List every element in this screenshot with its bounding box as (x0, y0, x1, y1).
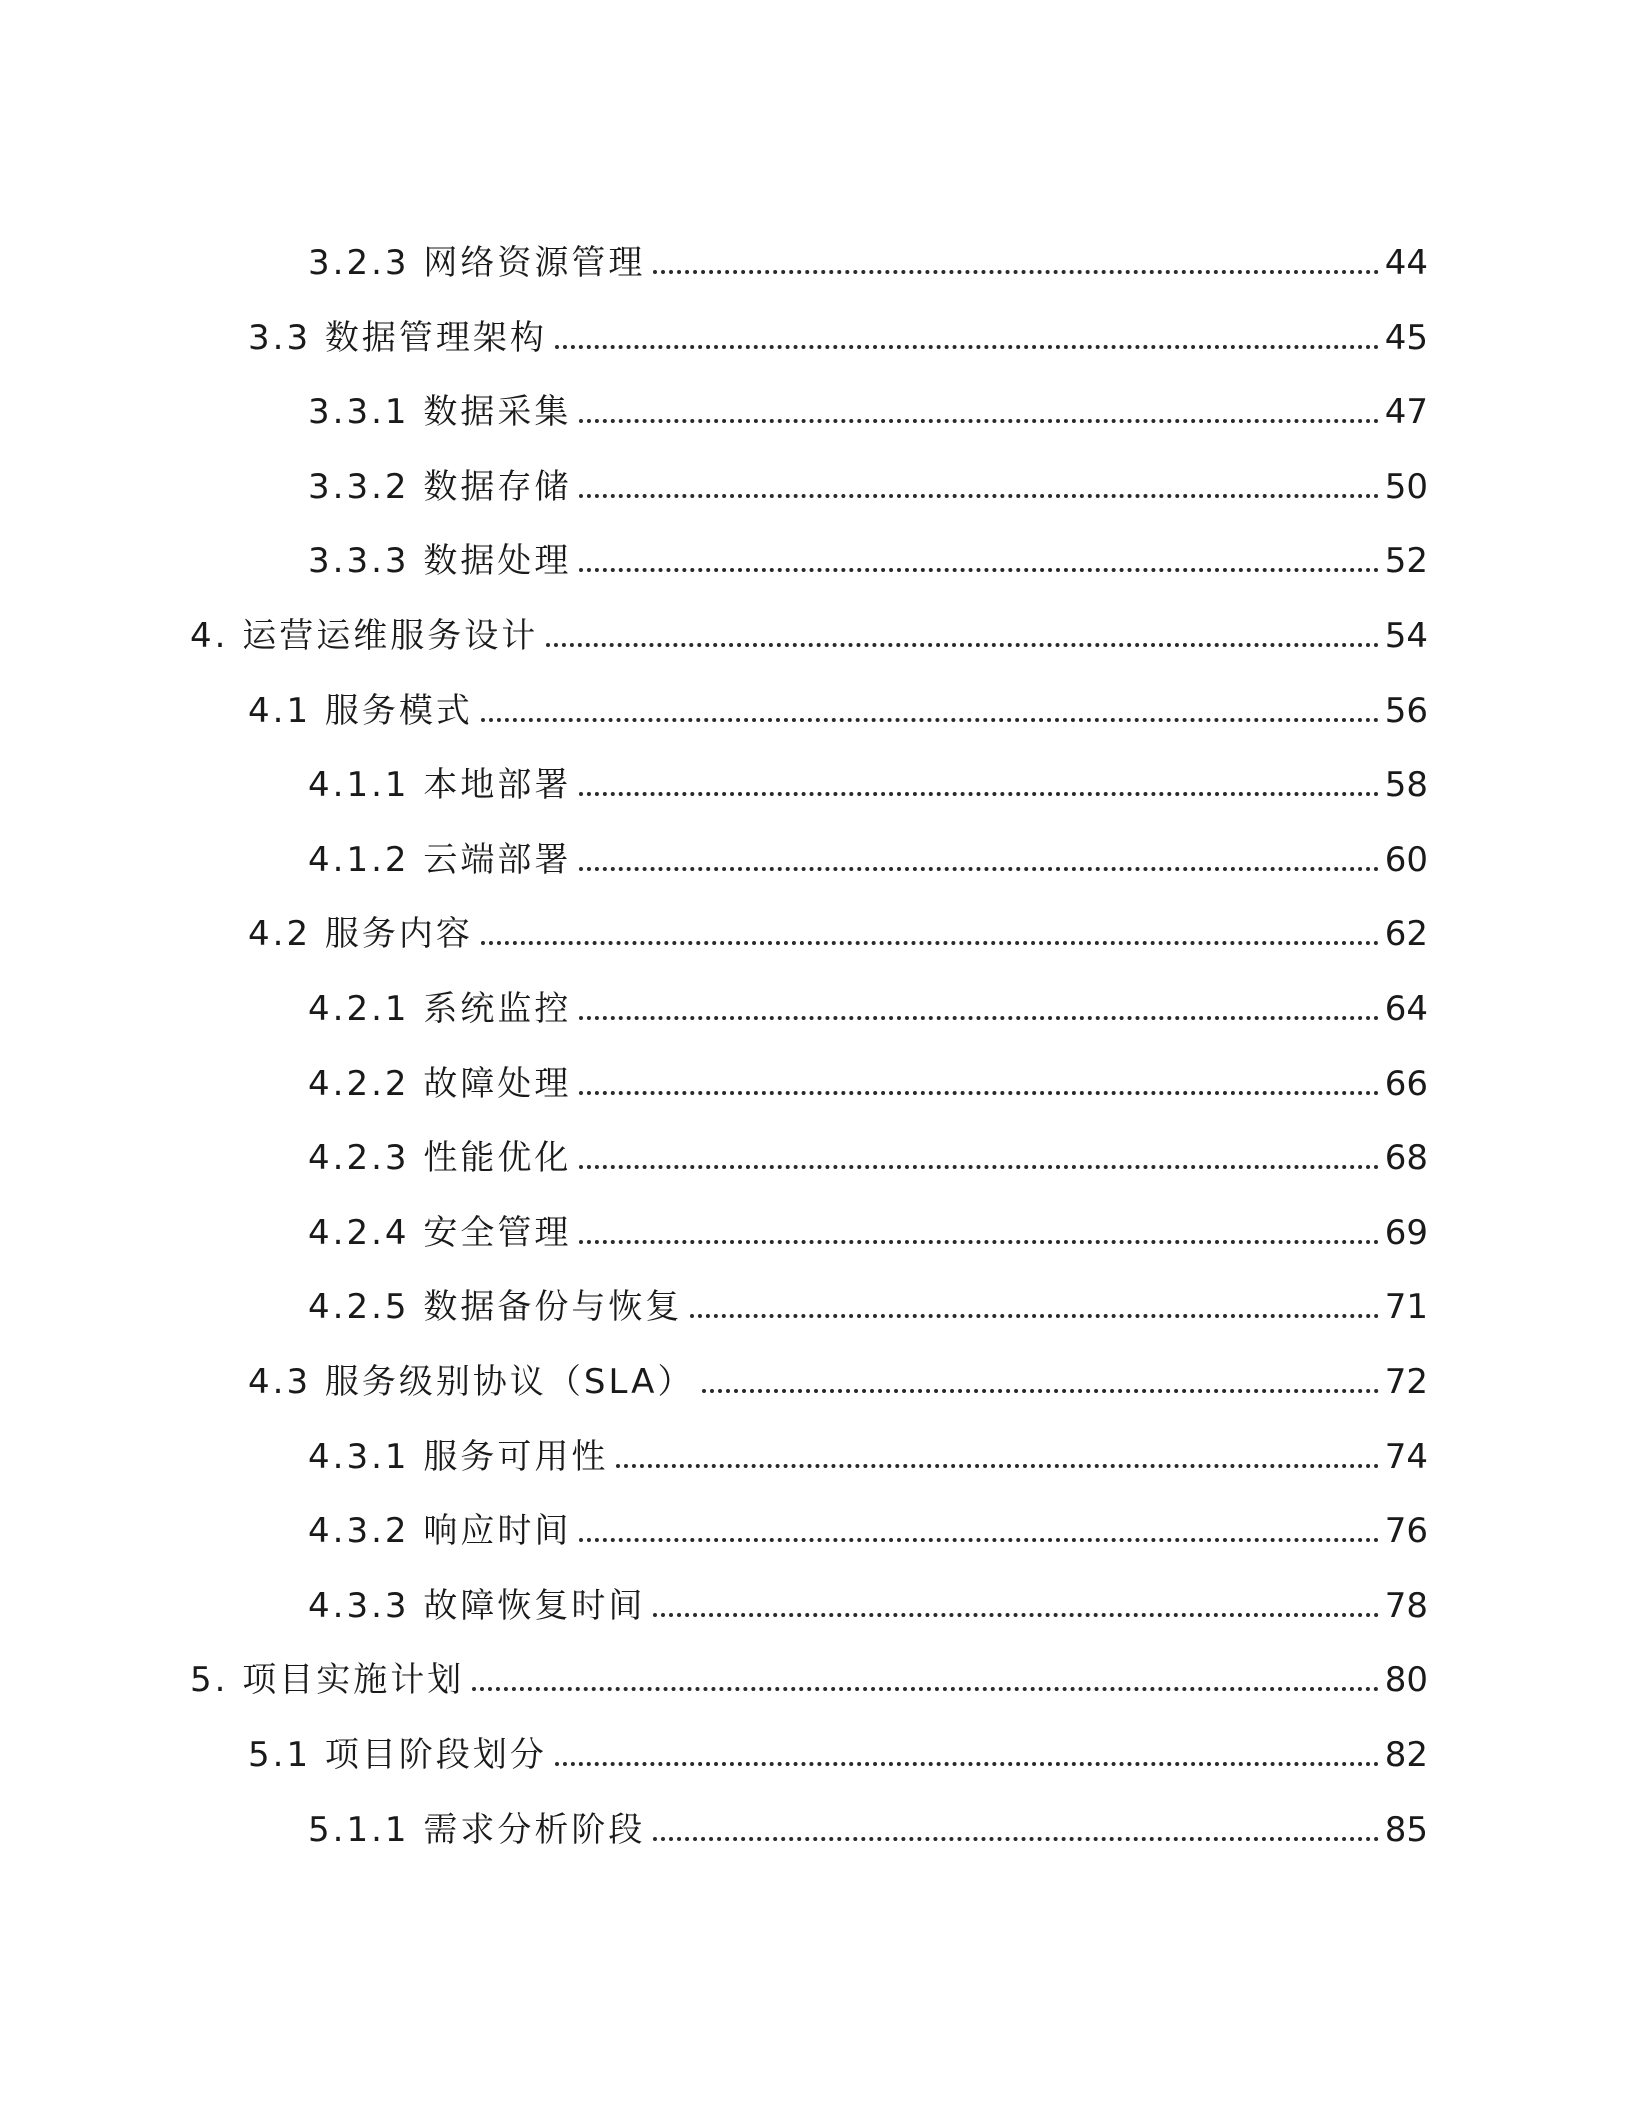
toc-entry-label: 4.2.4 安全管理 (308, 1212, 572, 1253)
toc-entry[interactable] (248, 1725, 1428, 1775)
toc-entry-label: 5.1 项目阶段划分 (248, 1735, 547, 1775)
toc-entry-label: 3.3 数据管理架构 (248, 317, 547, 358)
toc-entry[interactable] (248, 308, 1428, 358)
toc-entry[interactable] (308, 1054, 1428, 1104)
toc-entry[interactable] (308, 382, 1428, 432)
toc-entry-label: 4.2.2 故障处理 (308, 1063, 572, 1104)
toc-page-number: 45 (1384, 317, 1428, 358)
toc-entry-label: 3.3.2 数据存储 (308, 466, 572, 507)
toc-entry-label: 5. 项目实施计划 (190, 1660, 465, 1701)
toc-entry[interactable] (190, 1650, 1428, 1700)
toc-entry[interactable] (308, 979, 1428, 1029)
toc-entry[interactable] (308, 457, 1428, 507)
toc-page-number: 71 (1384, 1287, 1428, 1328)
toc-entry-label: 4.2.1 系统监控 (308, 989, 572, 1029)
dot-leader (702, 1389, 1378, 1393)
toc-page-number: 56 (1384, 690, 1428, 731)
dot-leader (616, 1464, 1378, 1468)
toc-page-number: 54 (1384, 616, 1428, 656)
toc-page-number: 60 (1384, 839, 1428, 880)
dot-leader (579, 792, 1378, 796)
toc-page-number: 50 (1384, 466, 1428, 507)
toc-entry-label: 5.1.1 需求分析阶段 (308, 1809, 646, 1850)
dot-leader (579, 1165, 1378, 1169)
dot-leader (653, 270, 1378, 274)
dot-leader (579, 494, 1378, 498)
toc-entry[interactable] (248, 681, 1428, 731)
toc-page-number: 74 (1384, 1436, 1428, 1477)
toc-page-number: 82 (1384, 1735, 1428, 1775)
dot-leader (546, 643, 1378, 647)
toc-entry[interactable] (308, 1277, 1428, 1327)
toc-entry[interactable] (308, 755, 1428, 805)
dot-leader (555, 345, 1379, 349)
toc-entry-label: 4.3.2 响应时间 (308, 1511, 572, 1552)
toc-entry[interactable] (308, 1800, 1428, 1850)
toc-entry-label: 4.2.3 性能优化 (308, 1138, 572, 1179)
dot-leader (481, 718, 1379, 722)
toc-page-number: 80 (1384, 1660, 1428, 1701)
dot-leader (579, 1091, 1378, 1095)
dot-leader (579, 1538, 1378, 1542)
toc-page-number: 85 (1384, 1809, 1428, 1850)
toc-page-number: 66 (1384, 1063, 1428, 1104)
dot-leader (579, 568, 1378, 572)
toc-entry-label: 4.1 服务模式 (248, 690, 473, 731)
toc-entry-label: 4.3.3 故障恢复时间 (308, 1585, 646, 1626)
toc-entry-label: 4.3.1 服务可用性 (308, 1436, 609, 1477)
toc-entry[interactable] (248, 1352, 1428, 1402)
toc-entry-label: 3.2.3 网络资源管理 (308, 243, 646, 283)
toc-entry-label: 4.1.1 本地部署 (308, 765, 572, 806)
toc-entry[interactable] (308, 233, 1428, 283)
toc-entry[interactable] (308, 1203, 1428, 1253)
toc-entry[interactable] (308, 830, 1428, 880)
toc-entry-label: 3.3.3 数据处理 (308, 541, 572, 582)
toc-entry-label: 4.2 服务内容 (248, 914, 473, 955)
toc-entry-label: 3.3.1 数据采集 (308, 392, 572, 433)
dot-leader (579, 867, 1378, 871)
toc-entry[interactable] (308, 1128, 1428, 1178)
toc-page-number: 44 (1384, 243, 1428, 283)
dot-leader (690, 1314, 1378, 1318)
dot-leader (472, 1687, 1378, 1691)
toc-entry[interactable] (190, 606, 1428, 656)
toc-page-number: 47 (1384, 392, 1428, 433)
toc-page-number: 76 (1384, 1511, 1428, 1552)
toc-entry-label: 4.3 服务级别协议（SLA） (248, 1362, 695, 1402)
toc-entry[interactable] (308, 1427, 1428, 1477)
toc-entry[interactable] (308, 1501, 1428, 1551)
toc-page-number: 58 (1384, 765, 1428, 806)
toc-entry-label: 4.2.5 数据备份与恢复 (308, 1287, 683, 1328)
dot-leader (555, 1762, 1379, 1766)
toc-page-number: 52 (1384, 541, 1428, 582)
dot-leader (579, 419, 1378, 423)
dot-leader (481, 941, 1379, 945)
toc-page-number: 64 (1384, 989, 1428, 1029)
toc-page-number: 68 (1384, 1138, 1428, 1179)
dot-leader (653, 1613, 1378, 1617)
toc-entry-label: 4. 运营运维服务设计 (190, 616, 539, 656)
toc-page-number: 62 (1384, 914, 1428, 955)
dot-leader (579, 1016, 1378, 1020)
toc-entry[interactable] (308, 1576, 1428, 1626)
dot-leader (579, 1240, 1378, 1244)
toc-page-number: 72 (1384, 1362, 1428, 1402)
dot-leader (653, 1837, 1378, 1841)
toc-entry[interactable] (308, 531, 1428, 581)
toc-entry[interactable] (248, 904, 1428, 954)
toc-page-number: 69 (1384, 1212, 1428, 1253)
toc-page-number: 78 (1384, 1585, 1428, 1626)
toc-entry-label: 4.1.2 云端部署 (308, 839, 572, 880)
